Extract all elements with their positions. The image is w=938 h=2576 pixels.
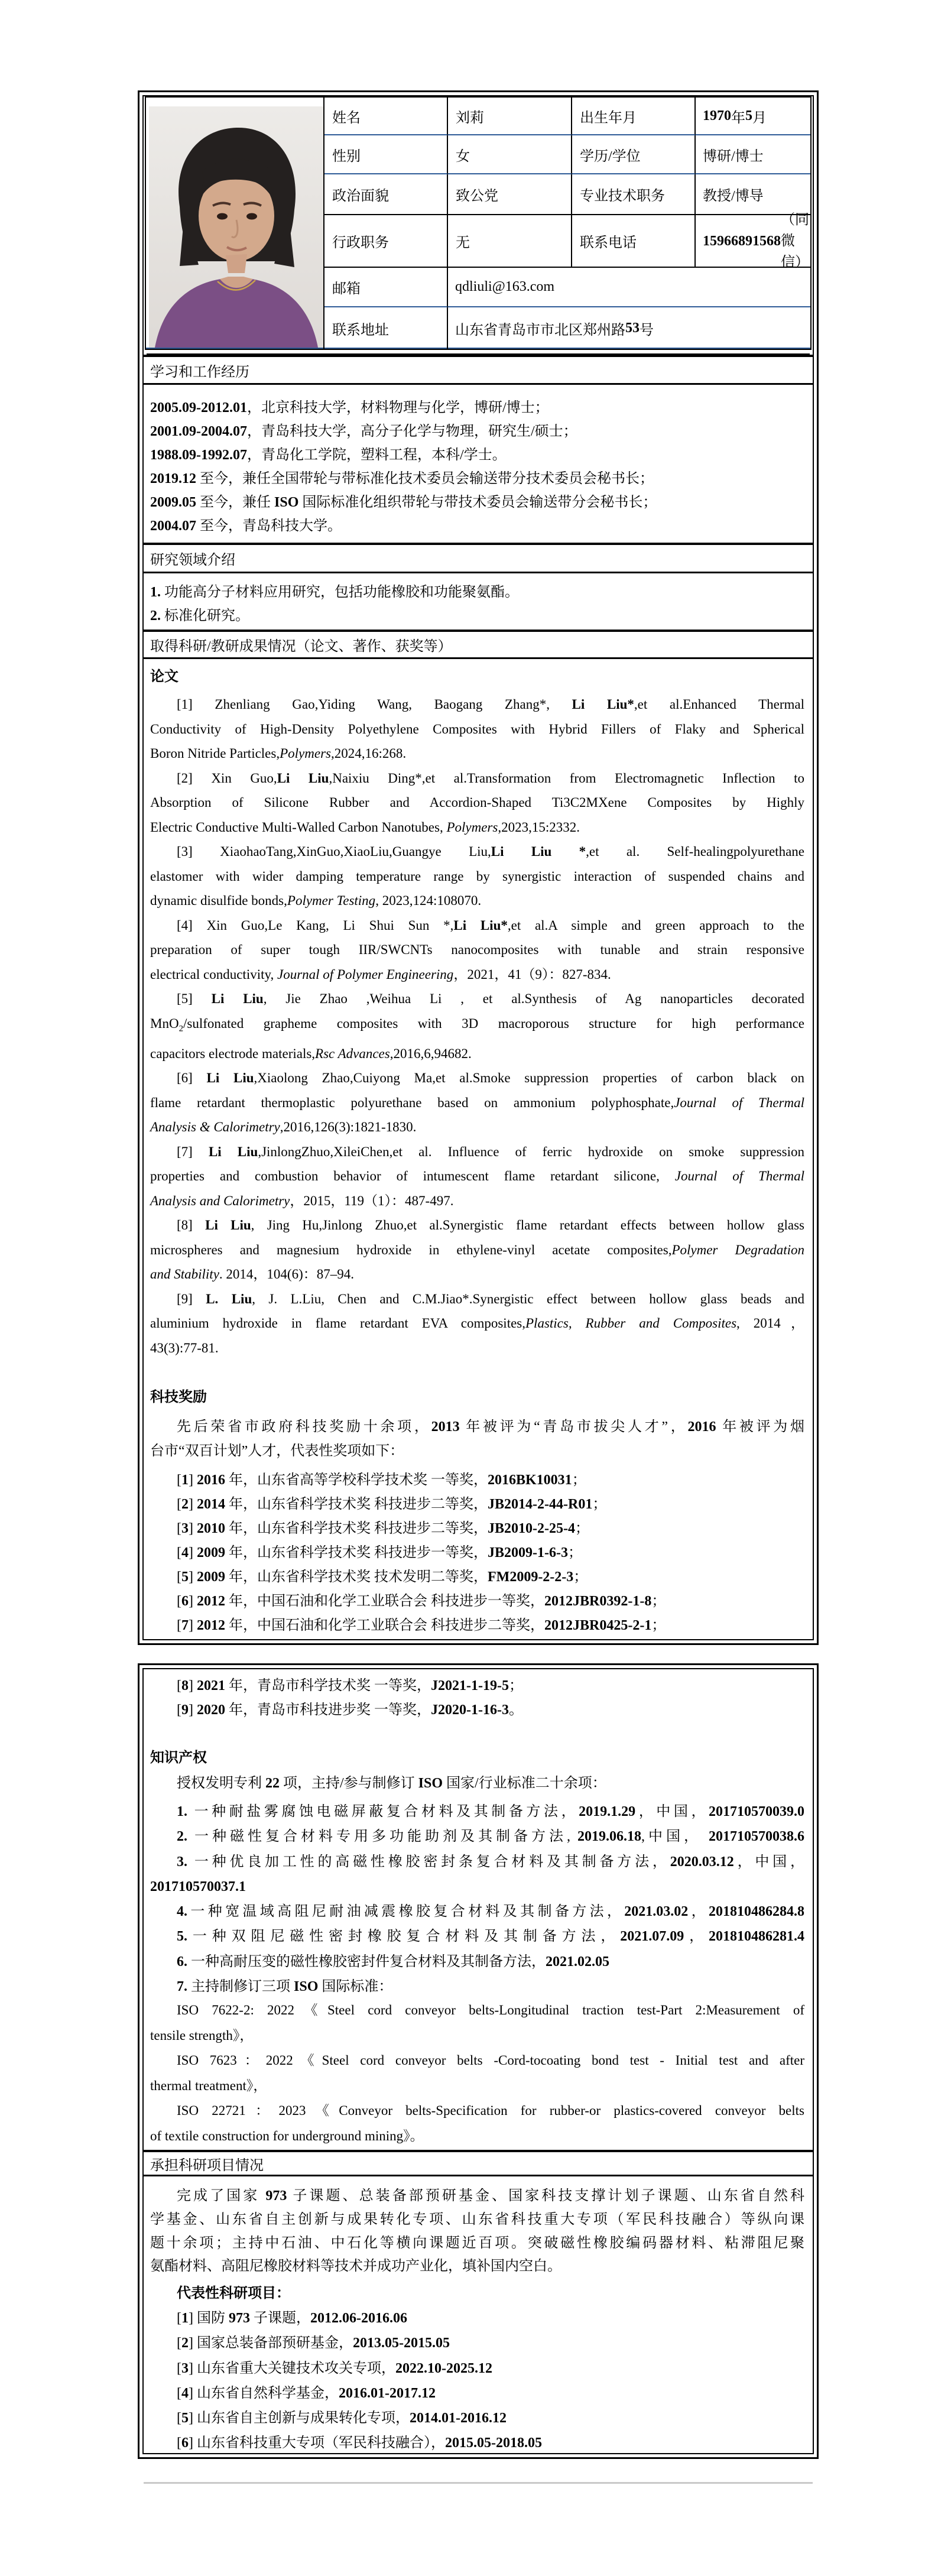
paper-citation-line: [2] Xin Guo,Li Liu,Naixiu Ding*,et al.Transformation from Electromagnetic Inflection to <box>177 770 804 786</box>
patent-line: 201710570037.1 <box>150 1879 246 1894</box>
projects-summary <box>150 2185 804 2279</box>
profile-value-email: qdliuli@163.com <box>448 268 810 307</box>
paper-citation-line: flame retardant thermoplastic polyurethane based on ammonium polyphosphate,Journal of Thermal <box>150 1095 804 1110</box>
award-line: [8] 2021 年，青岛市科学技术奖 一等奖，J2021-1-19-5； <box>177 1678 523 1693</box>
award-line: [3] 2010 年，山东省科学技术奖 科技进步二等奖，JB2010-2-25-4； <box>177 1521 589 1536</box>
award-line: [6] 2012 年，中国石油和化学工业联合会 科技进步一等奖，2012JBR0392-1-8； <box>177 1594 666 1609</box>
research-area-line: 1. 功能高分子材料应用研究，包括功能橡胶和功能聚氨酯。 <box>150 585 519 600</box>
section-header-education <box>144 355 813 385</box>
award-line: [9] 2020 年，青岛市科技进步奖 一等奖，J2020-1-16-3。 <box>177 1702 523 1718</box>
patent-line: 5.一种双阻尼磁性密封橡胶复合材料及其制备方法，2021.07.09，201810486281.4 <box>177 1929 805 1945</box>
paper-citation-line: microspheres and magnesium hydroxide in ethylene-vinyl acetate composites,Polymer Degradation <box>150 1242 804 1257</box>
award-line: [1] 2016 年，山东省高等学校科学技术奖 一等奖，2016BK10031； <box>177 1472 586 1488</box>
paper-citation-line: Boron Nitride Particles,Polymers,2024,16:268. <box>150 746 407 761</box>
paper-citation-line: properties and combustion behavior of intumescent flame retardant silicone, Journal of Thermal <box>150 1169 804 1184</box>
patent-line: 3. 一种优良加工性的高磁性橡胶密封条复合材料及其制备方法，2020.03.12，中国， <box>177 1854 804 1870</box>
experience-line: 1988.09-1992.07，青岛化工学院，塑料工程，本科/学士。 <box>150 447 507 463</box>
profile-value-birth: 1970 年 5 月 <box>696 98 810 135</box>
profile-label-admin-post: 行政职务 <box>324 215 448 268</box>
paper-citation-line: capacitors electrode materials,Rsc Advances,2016,6,94682. <box>150 1046 472 1061</box>
paper-citation-line: preparation of super tough IIR/SWCNTs nanocomposites with tunable and strain responsive <box>150 942 804 957</box>
award-line: [2] 2014 年，山东省科学技术奖 科技进步二等奖，JB2014-2-44-R01； <box>177 1497 607 1512</box>
patent-line: 4.一种宽温域高阻尼耐油减震橡胶复合材料及其制备方法，2021.03.02，201810486284.8 <box>177 1904 805 1920</box>
research-areas-list <box>150 580 804 628</box>
experience-line: 2001.09-2004.07，青岛科技大学，高分子化学与物理，研究生/硕士； <box>150 424 577 439</box>
awards-intro-line: 台市“双百计划”人才，代表性奖项如下： <box>150 1443 404 1459</box>
standard-line: of textile construction for underground mining》。 <box>150 2128 424 2143</box>
ip-intro-line: 授权发明专利 22 项，主持/参与制修订 ISO 国家/行业标准二十余项： <box>177 1776 606 1791</box>
paper-citation-line: Absorption of Silicone Rubber and Accordion-Shaped Ti3C2MXene Composites by Highly <box>150 795 804 810</box>
profile-label-title: 专业技术职务 <box>572 174 696 215</box>
profile-label-party: 政治面貌 <box>324 174 448 215</box>
page-1-inner-border <box>142 95 814 1640</box>
patent-line: 7. 主持制修订三项 ISO 国际标准： <box>177 1979 393 1995</box>
page-2-inner-border <box>142 1668 814 2454</box>
patent-line: 2. 一种磁性复合材料专用多功能助剂及其制备方法, 2019.06.18,中国， 201710570038.6 <box>177 1829 804 1845</box>
standard-line: thermal treatment》， <box>150 2078 267 2093</box>
paper-citation-line: and Stability. 2014，104(6)：87–94. <box>150 1267 354 1282</box>
awards-list-2 <box>150 1674 804 1722</box>
paper-citation-line: [7] Li Liu,JinlongZhuo,XileiChen,et al. Influence of ferric hydroxide on smoke suppression <box>177 1144 804 1159</box>
paper-citation-line: [5] Li Liu, Jie Zhao ,Weihua Li , et al.Synthesis of Ag nanoparticles decorated <box>177 991 804 1006</box>
section-title-projects: 承担科研项目情况 <box>150 2158 264 2173</box>
paper-citation-line: [6] Li Liu,Xiaolong Zhao,Cuiyong Ma,et al.Smoke suppression properties of carbon black on <box>177 1070 804 1086</box>
profile-label-phone: 联系电话 <box>572 215 696 268</box>
section-header-research <box>144 543 813 573</box>
standard-line: ISO 22721：2023《Conveyor belts-Specification for rubber-or plastics-covered conveyor belts <box>177 2103 804 2118</box>
standard-line: ISO 7622-2: 2022《Steel cord conveyor belts-Longitudinal traction test-Part 2:Measurement of <box>177 2003 804 2017</box>
award-line: [7] 2012 年，中国石油和化学工业联合会 科技进步二等奖，2012JBR0425-2-1； <box>177 1618 666 1633</box>
profile-photo <box>146 98 324 349</box>
standards-list <box>150 1998 804 2149</box>
ip-heading: 知识产权 <box>150 1750 207 1766</box>
paper-citation-line: MnO$_2$/sulfonated grapheme composites with 3D macroporous structure for high performance <box>150 1016 804 1034</box>
paper-citation-line: Analysis and Calorimetry，2015，119（1）：487-497. <box>150 1193 454 1208</box>
project-line: [4] 山东省自然科学基金，2016.01-2017.12 <box>177 2385 436 2401</box>
award-line: [5] 2009 年，山东省科学技术奖 技术发明二等奖，FM2009-2-2-3； <box>177 1569 588 1585</box>
profile-label-gender: 性别 <box>324 135 448 174</box>
ip-intro <box>150 1771 804 1796</box>
project-line: [6] 山东省科技重大专项（军民科技融合），2015.05-2018.05 <box>177 2435 542 2451</box>
profile-label-name: 姓名 <box>324 98 448 135</box>
paper-citation-line: dynamic disulfide bonds,Polymer Testing, 2023,124:108070. <box>150 893 482 908</box>
project-line: [5] 山东省自主创新与成果转化专项，2014.01-2016.12 <box>177 2410 507 2426</box>
projects-summary-line: 完成了国家 973 子课题、总装备部预研基金、国家科技支撑计划子课题、山东省自然科 <box>177 2188 805 2204</box>
patent-line: 1. 一种耐盐雾腐蚀电磁屏蔽复合材料及其制备方法，2019.1.29，中国，201710570039.0 <box>177 1804 805 1819</box>
resume-page-1 <box>138 90 819 1645</box>
profile-value-address: 山东省青岛市市北区郑州路 53 号 <box>455 320 654 338</box>
education-history-list <box>150 396 804 538</box>
photo-portrait-graphic <box>149 106 323 348</box>
experience-line: 2005.09-2012.01，北京科技大学，材料物理与化学，博研/博士； <box>150 400 549 416</box>
profile-label-email: 邮箱 <box>324 268 448 307</box>
experience-line: 2019.12 至今，兼任全国带轮与带标准化技术委员会输送带分技术委员会秘书长； <box>150 471 654 486</box>
projects-rep-heading: 代表性科研项目： <box>177 2286 290 2301</box>
profile-value-party: 致公党 <box>448 174 572 215</box>
paper-citation-line: Analysis & Calorimetry,2016,126(3):1821-1830. <box>150 1120 417 1135</box>
profile-label-birth: 出生年月 <box>572 98 696 135</box>
paper-citation-line: [8] Li Liu, Jing Hu,Jinlong Zhuo,et al.Synergistic flame retardant effects between hollow glass <box>177 1218 804 1233</box>
awards-heading: 科技奖励 <box>150 1390 207 1405</box>
profile-value-title: 教授/博导 <box>696 174 810 215</box>
section-title-research: 研究领域介绍 <box>150 553 235 568</box>
patent-line: 6. 一种高耐压变的磁性橡胶密封件复合材料及其制备方法，2021.02.05 <box>177 1954 609 1970</box>
paper-citation-line: electrical conductivity, Journal of Polymer Engineering，2021，41（9）：827-834. <box>150 966 611 982</box>
project-line: [3] 山东省重大关键技术攻关专项，2022.10-2025.12 <box>177 2360 492 2376</box>
page-break-divider <box>144 2482 813 2484</box>
profile-value-gender: 女 <box>448 135 572 174</box>
profile-value-phone: 15966891568 （同微信） <box>696 215 810 268</box>
experience-line: 2009.05 至今，兼任 ISO 国际标准化组织带轮与带技术委员会输送带分会秘书长； <box>150 495 657 510</box>
profile-value-name: 刘莉 <box>448 98 572 135</box>
paper-citation-line: 43(3):77-81. <box>150 1340 219 1355</box>
paper-citation-line: [3] XiaohaoTang,XinGuo,XiaoLiu,Guangye Liu,Li Liu *,et al. Self-healingpolyurethane <box>177 844 804 859</box>
paper-citation-line: [1] Zhenliang Gao,Yiding Wang, Baogang Zhang*, Li Liu*,et al.Enhanced Thermal <box>177 697 804 712</box>
section-title-achievements: 取得科研/教研成果情况（论文、著作、获奖等） <box>150 639 452 654</box>
paper-citation-line: Conductivity of High-Density Polyethylene Composites with Hybrid Fillers of Flaky and Spherical <box>150 721 804 737</box>
project-line: [1] 国防 973 子课题，2012.06-2016.06 <box>177 2311 407 2326</box>
projects-summary-line: 学基金、山东省自主创新与成果转化专项、山东省科技重大专项（军民科技融合）等纵向课 <box>150 2211 804 2227</box>
patents-list <box>150 1799 804 1999</box>
awards-intro <box>150 1415 804 1464</box>
paper-citation-line: Electric Conductive Multi-Walled Carbon Nanotubes, Polymers,2023,15:2332. <box>150 819 580 835</box>
paper-citation-line: [9] L. Liu, J. L.Liu, Chen and C.M.Jiao*.Synergistic effect between hollow glass beads and <box>177 1291 804 1306</box>
projects-summary-line: 氨酯材料、高阻尼橡胶材料等技术并成功产业化，填补国内空白。 <box>150 2259 561 2275</box>
papers-list <box>150 692 804 1360</box>
paper-citation-line: elastomer with wider damping temperature range by synergistic interaction of suspended chains and <box>150 868 804 884</box>
standard-line: tensile strength》， <box>150 2027 254 2043</box>
projects-list <box>150 2306 804 2456</box>
award-line: [4] 2009 年，山东省科学技术奖 科技进步一等奖，JB2009-1-6-3； <box>177 1545 582 1560</box>
section-header-projects <box>144 2150 813 2176</box>
papers-heading: 论文 <box>150 669 178 684</box>
section-header-achievements <box>144 630 813 659</box>
paper-citation-line: aluminium hydroxide in flame retardant EVA composites,Plastics, Rubber and Composites, 2014， <box>150 1316 804 1331</box>
section-title-education: 学习和工作经历 <box>150 364 249 380</box>
paper-citation-line: [4] Xin Guo,Le Kang, Li Shui Sun *,Li Liu*,et al.A simple and green approach to the <box>177 917 804 933</box>
resume-page-2 <box>138 1663 819 2459</box>
profile-value-admin-post: 无 <box>448 215 572 268</box>
research-area-line: 2. 标准化研究。 <box>150 608 249 624</box>
project-line: [2] 国家总装备部预研基金，2013.05-2015.05 <box>177 2335 450 2351</box>
profile-label-degree: 学历/学位 <box>572 135 696 174</box>
awards-intro-line: 先后荣省市政府科技奖励十余项，2013 年被评为“青岛市拔尖人才”，2016 年被评为烟 <box>177 1419 805 1435</box>
profile-label-address: 联系地址 <box>324 307 448 349</box>
awards-list-1 <box>150 1468 804 1638</box>
profile-table <box>145 96 812 350</box>
experience-line: 2004.07 至今，青岛科技大学。 <box>150 518 342 534</box>
projects-summary-line: 题十余项；主持中石油、中石化等横向课题近百项。突破磁性橡胶编码器材料、粘滞阻尼聚 <box>150 2235 804 2251</box>
standard-line: ISO 7623：2022《Steel cord conveyor belts -Cord-tocoating bond test - Initial test and after <box>177 2053 804 2068</box>
profile-value-degree: 博研/博士 <box>696 135 810 174</box>
